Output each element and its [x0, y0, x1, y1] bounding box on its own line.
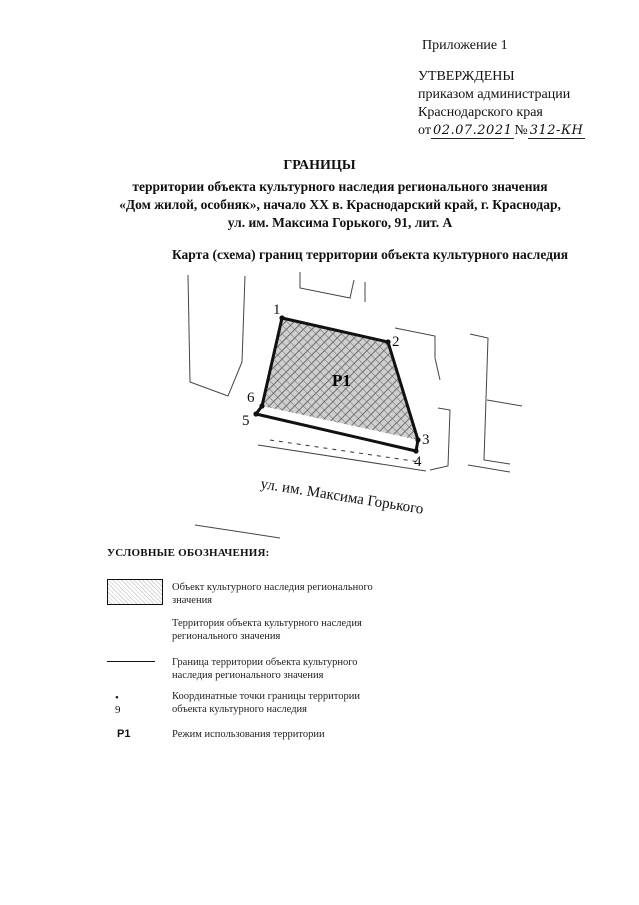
legend-text: Граница территории объекта культурного наследия регионального значения [172, 657, 358, 681]
dot-symbol: • 9 [115, 692, 121, 716]
subtitle-line-1: территории объекта культурного наследия регионального значения [132, 179, 548, 194]
legend-text: Территория объекта культурного наследия регионального значения [172, 618, 362, 642]
zone-label: P1 [332, 371, 351, 390]
map-caption: Карта (схема) границ территории объекта культурного наследия [171, 247, 569, 262]
legend-text: Координатные точки границы территории объекта культурного наследия [172, 691, 360, 715]
regime-code-symbol: P1 [117, 728, 131, 740]
legend-heading: УСЛОВНЫЕ ОБОЗНАЧЕНИЯ: [107, 547, 270, 559]
street-label: ул. им. Максима Горького [259, 476, 425, 518]
coordinate-point-6 [259, 403, 264, 408]
coordinate-point-5 [253, 411, 258, 416]
appendix-label: Приложение 1 [422, 38, 508, 53]
point-label-5: 5 [242, 413, 250, 429]
dot-sample-number: 9 [115, 704, 121, 716]
subtitle-line-3: ул. им. Максима Горького, 91, лит. А [227, 215, 453, 230]
order-line-1: приказом администрации [418, 87, 571, 102]
point-label-2: 2 [392, 334, 400, 350]
approved-label: УТВЕРЖДЕНЫ [418, 69, 515, 84]
order-date-handwritten: 02.07.2021 [432, 123, 513, 138]
coordinate-point-2 [385, 339, 390, 344]
from-label: от [418, 123, 431, 138]
boundary-map [150, 270, 530, 540]
legend-text: Режим использования территории [172, 729, 325, 740]
number-label: № [514, 123, 528, 138]
approval-block [418, 68, 585, 140]
hatched-box-symbol [107, 579, 163, 605]
order-number-handwritten: 312-КН [529, 123, 584, 138]
order-date-line [418, 122, 585, 140]
subtitle-line-2: «Дом жилой, особняк», начало XX в. Краснодарский край, г. Краснодар, [119, 197, 561, 212]
point-label-3: 3 [422, 432, 430, 448]
point-label-4: 4 [414, 454, 422, 470]
line-symbol [107, 661, 155, 662]
order-line-2: Краснодарского края [418, 105, 543, 120]
coordinate-point-3 [415, 437, 420, 442]
point-label-6: 6 [247, 390, 255, 406]
legend-text: Объект культурного наследия регионального значения [172, 582, 373, 606]
point-label-1: 1 [273, 302, 281, 318]
document-title: ГРАНИЦЫ [283, 158, 356, 173]
coordinate-point-4 [413, 448, 418, 453]
document-subtitle [60, 178, 620, 232]
